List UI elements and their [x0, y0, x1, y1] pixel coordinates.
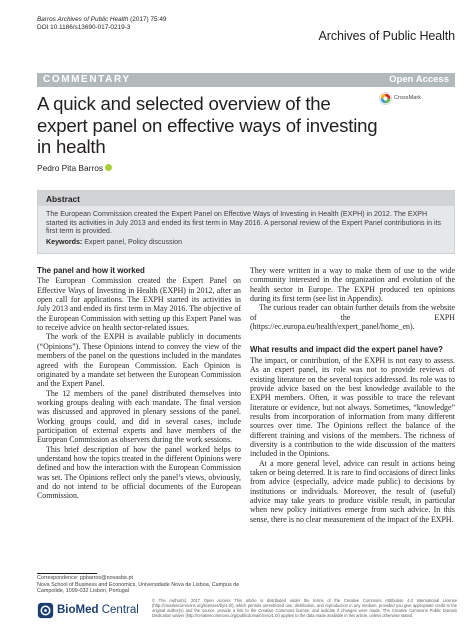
keywords-list: Expert panel, Policy discussion [82, 238, 183, 246]
abstract-body: The European Commission created the Expert Panel on Effective Ways of Investing in Health (EXPH) in 2012. The EXPH started its activities in July 2013 and ended its first term in May 2016. A personal review of the Expert Panel contributions in its first term is provided. [46, 210, 442, 236]
section-heading-panel: The panel and how it worked [37, 266, 145, 275]
crossmark-badge[interactable] [379, 92, 431, 106]
citation-volume: (2017) 75:49 [128, 16, 167, 23]
article-title: A quick and selected overview of the expert panel on effective ways of investing in health [37, 93, 378, 157]
abstract-box [37, 190, 455, 254]
biomed-central-icon [37, 602, 54, 619]
keywords-label: Keywords: [46, 238, 83, 246]
page-footer [37, 598, 455, 626]
body-column-right [250, 266, 455, 524]
doi[interactable]: DOI 10.1186/s13690-017-0219-3 [37, 24, 131, 32]
paragraph: At a more general level, advice can result in actions being taken or being deterred. It is rare to find occasions of direct links from advice (especially, advice made public) to decisions by institutions or individuals. Moreover, the result of (useful) advice may take years to produce visible result, in particular when new policy initiatives emerge from such advice. In this sense, there is no clear measurement of the impact of the EXPH. [250, 458, 455, 524]
paragraph: The 12 members of the panel distributed themselves into working groups dealing with each mandate. The final version was discussed and approved in plenary sessions of the panel. Working groups could, and did in several cases, include participation of external experts and have members of the European Commission as observers during the work sessions. [37, 388, 241, 445]
article-type-label: COMMENTARY [43, 74, 131, 85]
abstract-header [38, 191, 454, 206]
paragraph: The curious reader can obtain further details from the website of the EXPH (https://ec.europa.eu/health/expert_panel/home_en). [250, 303, 455, 332]
license-text: © The Author(s). 2017 Open Access This article is distributed under the terms of the Creative Commons Attribution 4.0 International License (http://creativecommons.org/licenses/by/4.0/), which permits unrestricted use, distribution, and reproduction in any medium, provided you give appropriate credit to the original author(s) and the source, provide a link to the Creative Commons license, and indicate if changes were made. The Creative Commons Public Domain Dedication waiver (http://creativecommons.org/publicdomain/zero/1.0/) applies to the data made available in this article, unless otherwise stated. [152, 598, 457, 619]
correspondence-address: Nova School of Business and Economics, Universidade Nova de Lisboa, Campus de Campolide, 1099-032 Lisbon, Portugal [37, 581, 240, 595]
paragraph: The work of the EXPH is available publicly in documents (“Opinions”). These Opinions intend to convey the view of the members of the panel on the questions included in the mandates agreed with the European Commission. Each Opinion is originated by a mandate set between the European Commission and the Expert Panel. [37, 332, 241, 389]
paragraph: The impact, or contribution, of the EXPH is not easy to assess. As an expert panel, its role was not to provide reviews of existing literature on the several topics addressed. Its role was to provide advice based on the best knowledge available to the EXPH members. Often, it was possible to trace the relevant literature or evidence, but not always. Sometimes, “knowledge” results from incorporation of information from many different sources over time. The Opinions reflect the balance of the different training and visions of the members. The richness of diversity is a contribution to the wide discussion of the matters included in the Opinions. [250, 355, 455, 459]
footnote-rule [37, 573, 97, 574]
body-column-left [37, 266, 241, 501]
journal-name: Archives of Public Health [318, 29, 455, 43]
citation-journal: Barros Archives of Public Health [37, 16, 129, 23]
correspondence [37, 575, 242, 595]
section-heading-results: What results and impact did the expert panel have? [250, 345, 443, 355]
biomed-central-logo[interactable] [37, 600, 137, 620]
biomed-central-wordmark: BioMed Central [57, 604, 139, 616]
crossmark-icon [379, 92, 392, 105]
author-name[interactable]: Pedro Pita Barros [37, 163, 104, 173]
correspondence-email[interactable]: Correspondence: ppbarros@novasbe.pt [37, 575, 133, 581]
keywords [46, 238, 182, 246]
open-access-label: Open Access [389, 74, 449, 85]
running-header [37, 16, 457, 50]
paragraph: They were written in a way to make them of use to the wide community interested in the organization and evolution of the health sector in Europe. The EXPH produced ten opinions during its first term (see list in Appendix). [250, 266, 455, 304]
paragraph: The European Commission created the Expert Panel on Effective Ways of Investing in Health (EXPH) in 2012, after an open call for applications. The EXPH started its activities in July 2013 and ended its first term in May 2016. The objective of the European Commission with setting up this Expert Panel was to receive advice on health sector-related issues. [37, 276, 241, 333]
paragraph: This brief description of how the panel worked helps to understand how the topics treated in the different Opinions were defined and how the interaction with the European Commission was set. The Opinions reflect only the panel’s views, obviously, and do not intend to be official documents of the European Commission. [37, 444, 241, 501]
article-type-banner [37, 73, 455, 87]
citation [37, 16, 166, 32]
abstract-heading: Abstract [46, 194, 80, 204]
orcid-icon[interactable] [105, 164, 112, 171]
crossmark-label: CrossMark [394, 95, 422, 101]
author-line [37, 163, 112, 173]
